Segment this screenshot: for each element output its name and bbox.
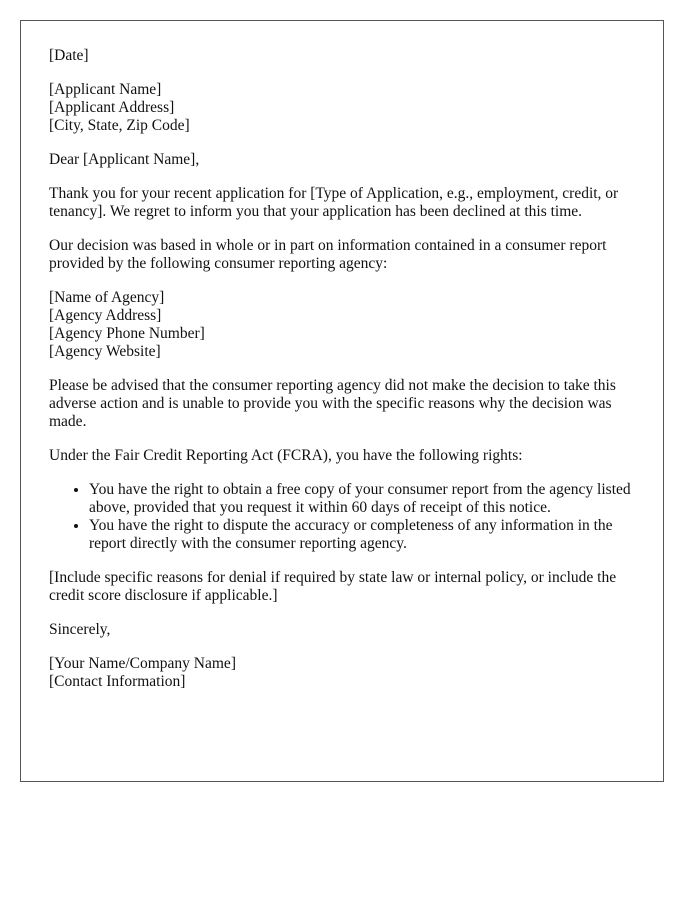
agency-block bbox=[49, 289, 635, 361]
rights-list-item: • You have the right to dispute the accuracy or completeness of any information in the report directly with the consumer reporting agency. bbox=[89, 517, 635, 553]
rights-list-item: • You have the right to obtain a free copy of your consumer report from the agency listed above, provided that you request it within 60 days of receipt of this notice. bbox=[89, 481, 635, 517]
signature-block bbox=[49, 655, 635, 691]
agency-website: [Agency Website] bbox=[49, 343, 161, 360]
intro-paragraph: Thank you for your recent application for [Type of Application, e.g., employment, credit, or tenancy]. We regret to inform you that your application has been declined at this time. bbox=[49, 185, 619, 220]
applicant-address: [Applicant Address] bbox=[49, 99, 175, 116]
salutation: Dear [Applicant Name], bbox=[49, 151, 200, 168]
fcra-paragraph: Under the Fair Credit Reporting Act (FCRA), you have the following rights: bbox=[49, 447, 523, 464]
agency-name: [Name of Agency] bbox=[49, 289, 165, 306]
applicant-name: [Applicant Name] bbox=[49, 81, 162, 98]
letter-date: [Date] bbox=[49, 47, 89, 64]
signature-contact: [Contact Information] bbox=[49, 673, 186, 690]
letter-date-block bbox=[49, 47, 635, 65]
signature-name: [Your Name/Company Name] bbox=[49, 655, 236, 672]
applicant-address-block bbox=[49, 81, 635, 135]
closing: Sincerely, bbox=[49, 621, 111, 638]
agency-address: [Agency Address] bbox=[49, 307, 162, 324]
rights-list bbox=[49, 481, 635, 553]
advised-paragraph: Please be advised that the consumer reporting agency did not make the decision to take this adverse action and is unable to provide you with the specific reasons why the decision was made. bbox=[49, 377, 616, 430]
applicant-city-state-zip: [City, State, Zip Code] bbox=[49, 117, 190, 134]
letter-page bbox=[20, 20, 664, 782]
agency-phone: [Agency Phone Number] bbox=[49, 325, 205, 342]
include-reasons-paragraph: [Include specific reasons for denial if required by state law or internal policy, or include the credit score disclosure if applicable.] bbox=[49, 569, 617, 604]
basis-paragraph: Our decision was based in whole or in part on information contained in a consumer report provided by the following consumer reporting agency: bbox=[49, 237, 607, 272]
